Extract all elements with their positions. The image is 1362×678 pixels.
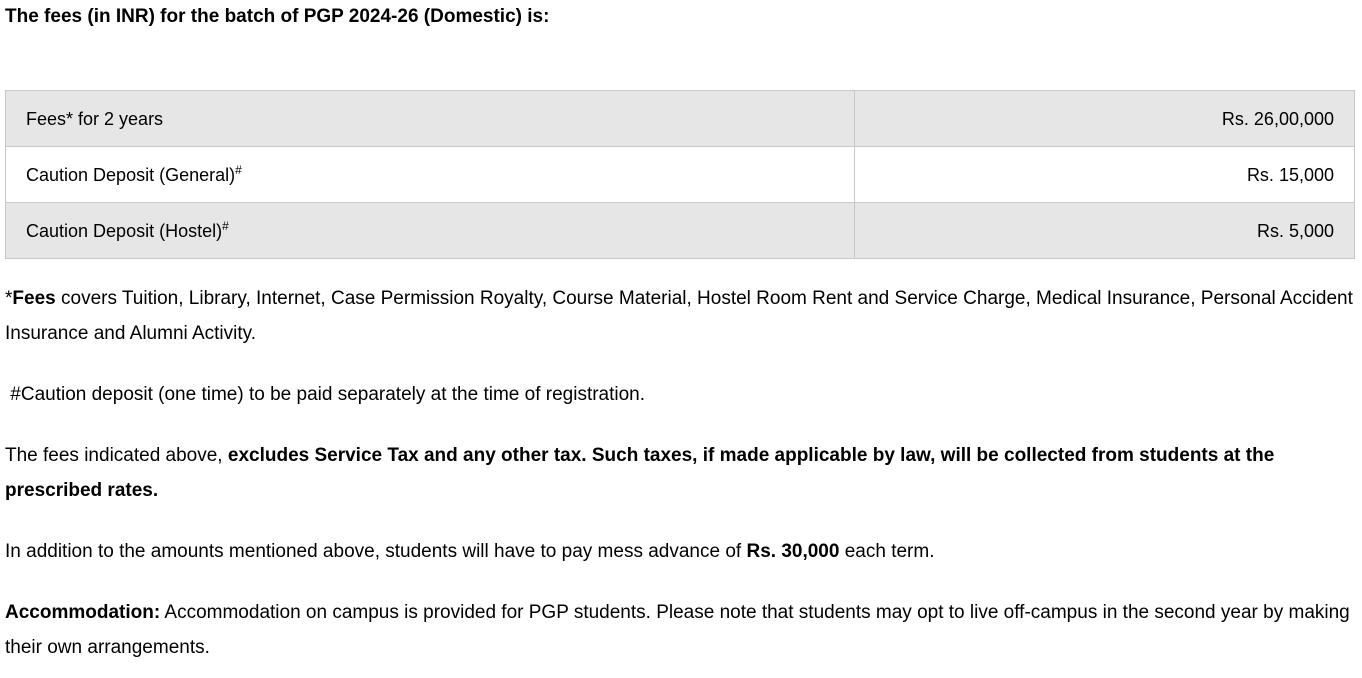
fee-amount: Rs. 5,000	[855, 203, 1355, 259]
tax-note-emphasis: excludes Service Tax and any other tax. Such taxes, if made applicable by law, will be collected from students at the prescribed rates.	[5, 445, 1275, 501]
caution-deposit-text: #Caution deposit (one time) to be paid separately at the time of registration.	[10, 384, 646, 405]
tax-note-text: The fees indicated above,	[5, 445, 228, 466]
accommodation-text: Accommodation on campus is provided for PGP students. Please note that students may opt to live off-campus in the second year by making their own arrangements.	[5, 602, 1350, 658]
footnote-mark: #	[222, 218, 229, 233]
fee-label: Caution Deposit (Hostel)	[26, 220, 223, 241]
accommodation-note	[5, 595, 1357, 665]
table-row	[6, 91, 1355, 147]
accommodation-label: Accommodation:	[5, 602, 161, 623]
fee-label-cell	[6, 203, 855, 259]
mess-note-text: In addition to the amounts mentioned above, students will have to pay mess advance of	[5, 541, 747, 562]
mess-advance-note	[5, 534, 1357, 569]
fee-label: Caution Deposit (General)	[26, 164, 236, 185]
mess-note-suffix: each term.	[839, 541, 935, 562]
fee-amount: Rs. 15,000	[855, 147, 1355, 203]
fees-footnote	[5, 281, 1357, 351]
page-title: The fees (in INR) for the batch of PGP 2024-26 (Domestic) is:	[5, 6, 550, 27]
caution-deposit-note	[5, 377, 1357, 412]
fee-label: Fees* for 2 years	[26, 108, 164, 129]
footnote-asterisk: *	[5, 288, 13, 309]
fees-coverage-text: covers Tuition, Library, Internet, Case Permission Royalty, Course Material, Hostel Room Rent and Service Charge, Medical Insurance, Personal Accident Insurance and Alumni Activity.	[5, 288, 1353, 344]
fee-label-cell	[6, 91, 855, 147]
fee-table	[5, 90, 1355, 259]
fees-term: Fees	[12, 288, 56, 309]
footnote-mark: #	[235, 162, 242, 177]
fee-label-cell	[6, 147, 855, 203]
table-row	[6, 203, 1355, 259]
fee-amount: Rs. 26,00,000	[855, 91, 1355, 147]
table-row	[6, 147, 1355, 203]
tax-note	[5, 438, 1357, 508]
mess-advance-amount: Rs. 30,000	[746, 541, 840, 562]
